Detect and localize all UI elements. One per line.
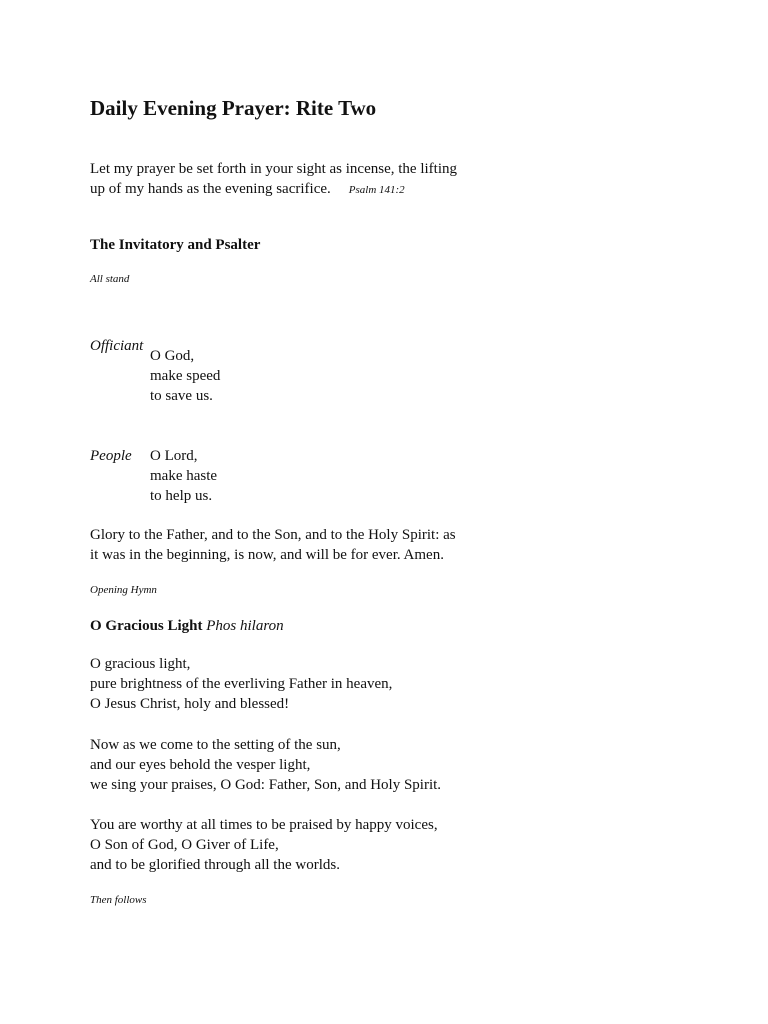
epigraph-line: Let my prayer be set forth in your sight as incense, the lifting (90, 161, 457, 177)
hymn-subtitle: Phos hilaron (206, 618, 284, 634)
versicle-line: O God, (150, 348, 195, 364)
response-line: to help us. (150, 488, 213, 504)
versicle (150, 346, 220, 406)
hymn-heading (90, 616, 284, 636)
response (150, 446, 217, 506)
epigraph (90, 159, 457, 200)
rubric-opening-hymn: Opening Hymn (90, 584, 157, 596)
rubric-all-stand: All stand (90, 273, 130, 285)
gloria-line: Glory to the Father, and to the Son, and to the Holy Spirit: as (90, 527, 456, 543)
hymn-line: and to be glorified through all the worlds. (90, 857, 340, 873)
hymn-stanza-3 (90, 815, 438, 875)
speaker-people: People (90, 448, 132, 464)
section-heading: The Invitatory and Psalter (90, 237, 261, 253)
versicle-line: to save us. (150, 388, 213, 404)
gloria-line: it was in the beginning, is now, and will be for ever. Amen. (90, 547, 444, 563)
response-line: O Lord, (150, 448, 198, 464)
gloria-patri (90, 525, 456, 565)
hymn-line: O gracious light, (90, 656, 191, 672)
hymn-line: O Son of God, O Giver of Life, (90, 837, 279, 853)
page-title: Daily Evening Prayer: Rite Two (90, 96, 377, 120)
hymn-line: pure brightness of the everliving Father in heaven, (90, 676, 393, 692)
epigraph-line-with-citation (90, 179, 457, 200)
hymn-line: we sing your praises, O God: Father, Son, and Holy Spirit. (90, 777, 442, 793)
hymn-line: O Jesus Christ, holy and blessed! (90, 696, 290, 712)
hymn-title: O Gracious Light (90, 618, 203, 634)
hymn-stanza-2 (90, 735, 441, 795)
hymn-stanza-1 (90, 654, 392, 714)
epigraph-line: up of my hands as the evening sacrifice. (90, 181, 331, 197)
hymn-line: Now as we come to the setting of the sun, (90, 737, 341, 753)
response-line: make haste (150, 468, 218, 484)
hymn-line: and our eyes behold the vesper light, (90, 757, 311, 773)
rubric-then-follows: Then follows (90, 894, 147, 906)
versicle-line: make speed (150, 368, 221, 384)
epigraph-citation: Psalm 141:2 (348, 184, 405, 196)
speaker-officiant: Officiant (90, 338, 144, 354)
hymn-line: You are worthy at all times to be praised by happy voices, (90, 817, 438, 833)
